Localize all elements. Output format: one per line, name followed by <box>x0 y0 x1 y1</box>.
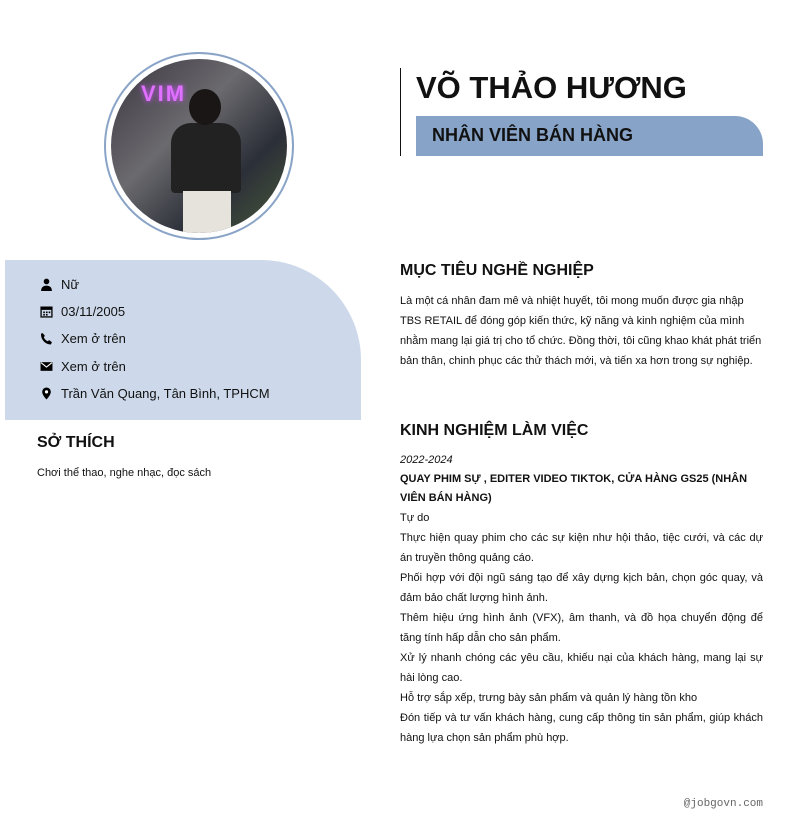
experience-heading: KINH NGHIỆM LÀM VIỆC <box>400 422 589 439</box>
experience-item: Thêm hiệu ứng hình ảnh (VFX), âm thanh, và đồ họa chuyển động để tăng tính hấp dẫn cho sản phẩm. <box>400 612 763 644</box>
contact-email <box>40 359 126 374</box>
contact-birthday <box>40 304 125 319</box>
experience-item: Phối hợp với đội ngũ sáng tạo để xây dựng kịch bản, chọn góc quay, và đảm bảo chất lượng hình ảnh. <box>400 572 763 604</box>
photo-person-head <box>189 89 221 125</box>
experience-type: Tự do <box>400 512 430 524</box>
calendar-icon <box>40 305 53 318</box>
email-value: Xem ở trên <box>61 359 126 374</box>
birthday-value: 03/11/2005 <box>61 304 126 319</box>
header-divider <box>400 68 401 156</box>
experience-item: Đón tiếp và tư vấn khách hàng, cung cấp thông tin sản phẩm, giúp khách hàng lựa chọn sản phẩm phù hợp. <box>400 712 763 744</box>
footer-watermark: @jobgovn.com <box>683 798 763 810</box>
hobbies-heading: SỞ THÍCH <box>37 434 115 451</box>
candidate-name: VÕ THẢO HƯƠNG <box>416 70 687 105</box>
address-value: Trần Văn Quang, Tân Bình, TPHCM <box>61 386 270 401</box>
objective-heading: MỤC TIÊU NGHỀ NGHIỆP <box>400 262 594 279</box>
contact-phone <box>40 331 126 346</box>
profile-photo <box>104 52 294 240</box>
contact-address <box>40 386 270 401</box>
email-icon <box>40 360 53 373</box>
photo-person-legs <box>183 191 231 233</box>
phone-icon <box>40 332 53 345</box>
photo-neon-sign: VIM <box>141 81 187 106</box>
objective-text: Là một cá nhân đam mê và nhiệt huyết, tôi mong muốn được gia nhập TBS RETAIL để đóng góp kiến thức, kỹ năng và kinh nghiệm của mình nhằm mang lại giá trị cho tổ chức. Đồng thời, tôi cũng khao khát phát triển bản thân, chinh phục các thử thách mới, và tiến xa hơn trong sự nghiệp. <box>400 295 762 367</box>
person-icon <box>40 278 53 291</box>
experience-item: Xử lý nhanh chóng các yêu cầu, khiếu nại của khách hàng, mang lại sự hài lòng cao. <box>400 652 763 684</box>
location-icon <box>40 387 53 400</box>
phone-value: Xem ở trên <box>61 331 126 346</box>
candidate-role: NHÂN VIÊN BÁN HÀNG <box>416 116 763 156</box>
experience-period: 2022-2024 <box>400 454 453 466</box>
hobbies-text: Chơi thể thao, nghe nhạc, đọc sách <box>37 467 212 479</box>
contact-gender <box>40 277 79 292</box>
experience-item: Thực hiện quay phim cho các sự kiện như hội thảo, tiệc cưới, và các dự án truyền thông quảng cáo. <box>400 532 763 564</box>
photo-person <box>171 123 241 193</box>
experience-item: Hỗ trợ sắp xếp, trưng bày sản phẩm và quản lý hàng tồn kho <box>400 692 698 704</box>
experience-position: QUAY PHIM SỰ , EDITER VIDEO TIKTOK, CỬA HÀNG GS25 (NHÂN VIÊN BÁN HÀNG) <box>400 473 748 504</box>
gender-value: Nữ <box>61 277 80 292</box>
